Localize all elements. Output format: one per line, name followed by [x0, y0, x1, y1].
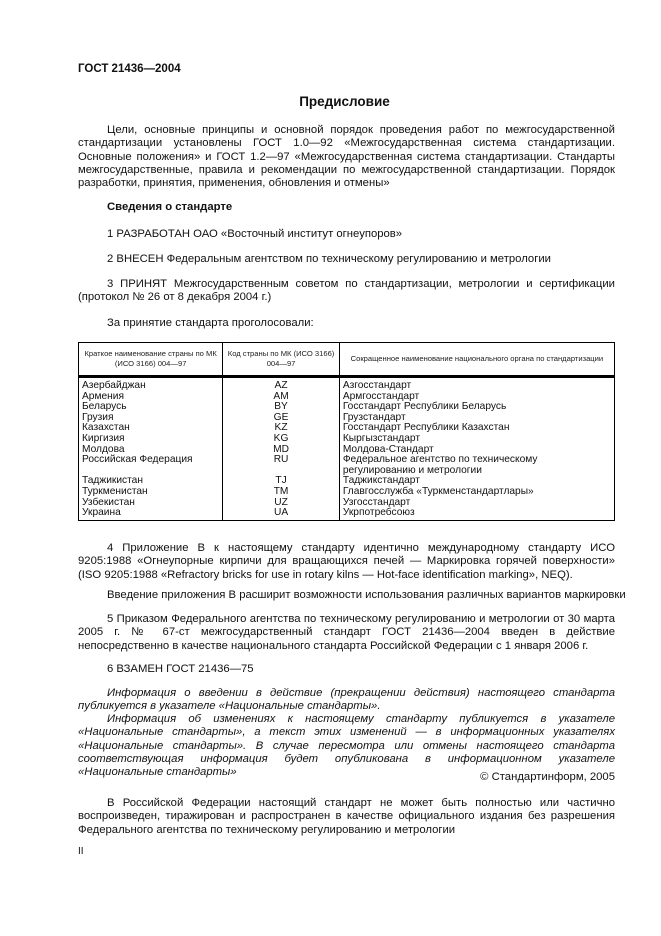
cell-country: Грузия: [79, 413, 223, 424]
voted-label: За принятие стандарта проголосовали:: [107, 317, 314, 329]
page-number: II: [78, 846, 84, 857]
header-country-name: Краткое наименование страны по МК (ИСО 3166) 004—97: [79, 343, 223, 377]
cell-country: Киргизия: [79, 434, 223, 445]
cell-country: Казахстан: [79, 423, 223, 434]
header-standards-body: Сокращенное наименование национального органа по стандартизации: [339, 343, 614, 377]
cell-code: UA: [223, 508, 340, 520]
cell-country: Молдова: [79, 445, 223, 456]
header-country-code: Код страны по МК (ИСО 3166) 004—97: [223, 343, 340, 377]
cell-country: Российская Федерация: [79, 455, 223, 476]
cell-code: GE: [223, 413, 340, 424]
cell-body: Молдова-Стандарт: [339, 445, 614, 456]
info-paragraph-changes: Информация об изменениях к настоящему стандарту публикуется в указателе «Национальные стандарты», а текст этих изменений — в информационных указателях «Национальные стандарты». В случае пересмотра или отмены настоящего стандарта соответствующая информация будет опубликована в информационном указателе «Национальные стандарты»: [78, 713, 615, 779]
cell-code: TM: [223, 487, 340, 498]
cell-body: Главгосслужба «Туркменстандартлары»: [339, 487, 614, 498]
cell-code: TJ: [223, 476, 340, 487]
item-6-replaces: 6 ВЗАМЕН ГОСТ 21436—75: [107, 663, 254, 675]
cell-code: RU: [223, 455, 340, 476]
section-heading-standard-info: Сведения о стандарте: [107, 201, 233, 213]
cell-code: KZ: [223, 423, 340, 434]
cell-body: Узгосстандарт: [339, 498, 614, 509]
table-row: [79, 455, 615, 476]
table-row: [79, 434, 615, 445]
info-paragraph-introduction: Информация о введении в действие (прекращении действия) настоящего стандарта публикуется в указателе «Национальные стандарты».: [78, 687, 615, 713]
cell-code: BY: [223, 402, 340, 413]
table-header-row: [79, 343, 615, 377]
cell-body: Азгосстандарт: [339, 377, 614, 392]
table-row: [79, 377, 615, 392]
cell-body: Госстандарт Республики Беларусь: [339, 402, 614, 413]
cell-country: Армения: [79, 392, 223, 403]
table-row: [79, 487, 615, 498]
cell-country: Украина: [79, 508, 223, 520]
cell-code: AZ: [223, 377, 340, 392]
item-5-order: 5 Приказом Федерального агентства по техническому регулированию и метрологии от 30 марта 2005 г. № 67-ст межгосударственный стандарт ГОСТ 21436—2004 введен в действие непосредственно в качестве национального стандарта Российской Федерации с 1 января 2006 г.: [78, 613, 615, 652]
cell-code: MD: [223, 445, 340, 456]
cell-code: KG: [223, 434, 340, 445]
cell-body: Госстандарт Республики Казахстан: [339, 423, 614, 434]
item-4-annex: 4 Приложение В к настоящему стандарту идентично международному стандарту ИСО 9205:1988 «Огнеупорные кирпичи для вращающихся печей — Маркировка горячей поверхности» (ISO 9205:1988 «Refractory bricks for use in rotary kilns — Hot-face identification marking», NEQ).: [78, 542, 615, 581]
cell-body: Федеральное агентство по техническому регулированию и метрологии: [339, 455, 614, 476]
copyright-notice: © Стандартинформ, 2005: [480, 771, 615, 783]
cell-country: Беларусь: [79, 402, 223, 413]
cell-code: AM: [223, 392, 340, 403]
foreword-title: Предисловие: [299, 94, 390, 109]
table-row: [79, 508, 615, 520]
cell-body: Укрпотребсоюз: [339, 508, 614, 520]
cell-body: Армгосстандарт: [339, 392, 614, 403]
foreword-intro-paragraph: Цели, основные принципы и основной порядок проведения работ по межгосударственной стандартизации установлены ГОСТ 1.0—92 «Межгосударственная система стандартизации. Основные положения» и ГОСТ 1.2—97 «Межгосударственная система стандартизации. Стандарты межгосударственные, правила и рекомендации по межгосударственной стандартизации. Порядок разработки, принятия, применения, обновления и отмены»: [78, 124, 615, 190]
cell-country: Азербайджан: [79, 377, 223, 392]
item-3-adopted: 3 ПРИНЯТ Межгосударственным советом по стандартизации, метрологии и сертификации (протокол № 26 от 8 декабря 2004 г.): [78, 278, 615, 304]
cell-country: Узбекистан: [79, 498, 223, 509]
cell-code: UZ: [223, 498, 340, 509]
cell-country: Таджикистан: [79, 476, 223, 487]
item-4-note: Введение приложения В расширит возможности использования различных вариантов маркировки: [107, 589, 626, 601]
item-1-developed: 1 РАЗРАБОТАН ОАО «Восточный институт огнеупоров»: [107, 228, 403, 240]
item-2-submitted: 2 ВНЕСЕН Федеральным агентством по техническому регулированию и метрологии: [107, 253, 551, 265]
cell-body: Кыргызстандарт: [339, 434, 614, 445]
cell-body: Грузстандарт: [339, 413, 614, 424]
reproduction-notice: В Российской Федерации настоящий стандарт не может быть полностью или частично воспроизведен, тиражирован и распространен в качестве официального издания без разрешения Федерального агентства по техническому регулированию и метрологии: [78, 797, 615, 836]
cell-body: Таджикстандарт: [339, 476, 614, 487]
voting-countries-table: [78, 342, 615, 521]
cell-country: Туркменистан: [79, 487, 223, 498]
document-id: ГОСТ 21436—2004: [78, 63, 181, 75]
